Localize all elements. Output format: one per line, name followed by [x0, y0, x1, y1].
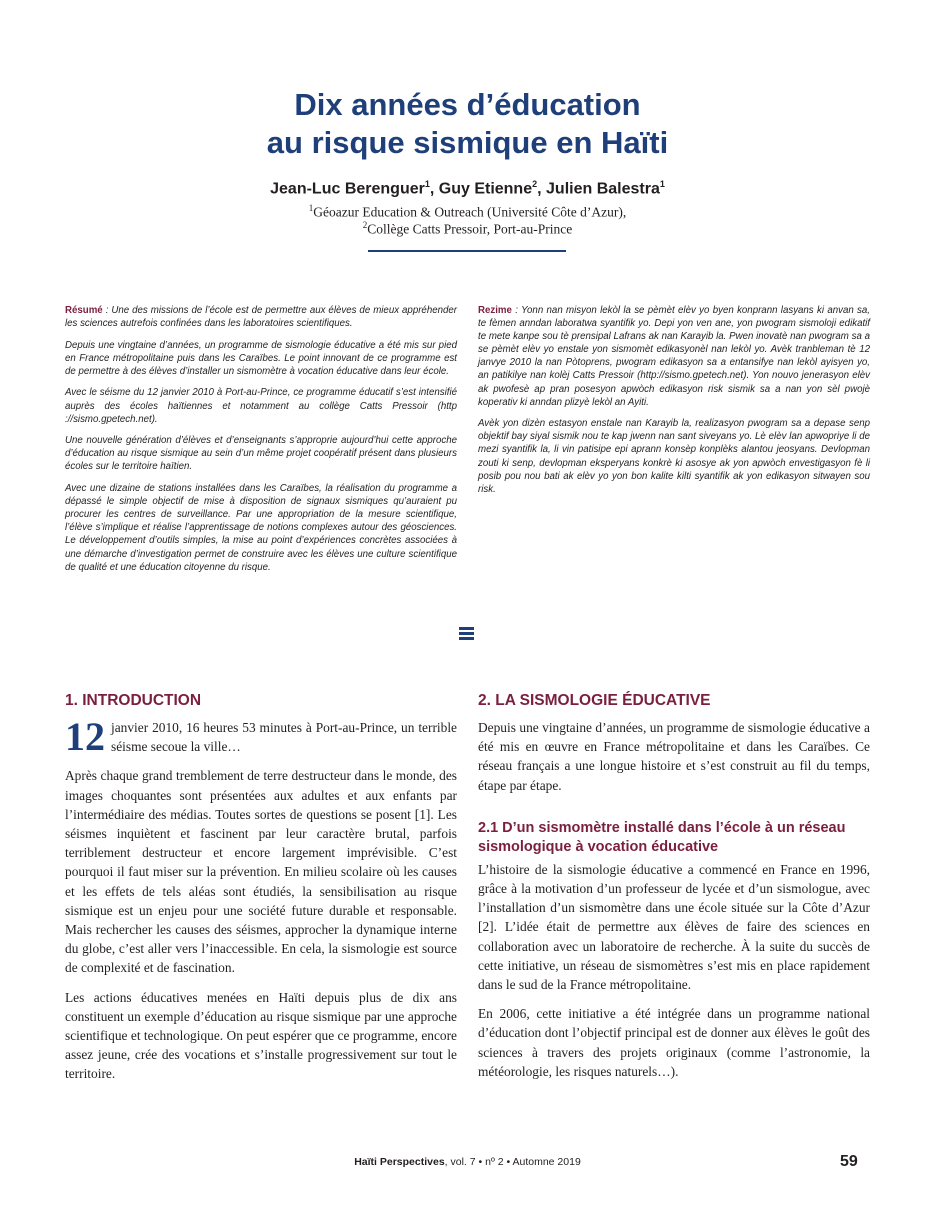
journal-name: Haïti Perspectives	[354, 1156, 445, 1168]
author-list	[0, 179, 935, 198]
drop-cap: 12	[65, 714, 105, 759]
abstract-label: Rezime	[478, 305, 512, 316]
author-name: Guy Etienne	[438, 180, 533, 198]
section-heading: 2. LA SISMOLOGIE ÉDUCATIVE	[478, 692, 711, 709]
author-separator: ,	[429, 180, 439, 198]
abstract-french	[65, 304, 457, 582]
author-affil-sup: 1	[424, 179, 430, 189]
abstract-paragraph: Avec une dizaine de stations installées dans les Caraïbes, la réalisation du programme a dépassé le simple objectif de mise à disposition de signaux sismiques qu’auraient pu procurer les centres de surveillance. Par une appropriation de la mesure scientifique, l’élève s’implique et réalise l’apprentissage de notions complexes autour des géosciences. Le développement d’outils simples, la mise au point d’expériences concrètes associées à une démarche d’investigation permet de construire avec les élèves une culture scientifique de qualité et une éducation citoyenne du risque.	[65, 483, 457, 573]
title-line-2: au risque sismique en Haïti	[266, 125, 669, 160]
abstract-paragraph: Avèk yon dizèn estasyon enstale nan Karayib la, realizasyon pwogram sa a depase senp objektif bay siyal sismik nou te kap jwenn nan sant siveyans yo. Lè elèv lan apwopriye li de mezi syantifik la, li vin patisipe epi aprann konsèp konplèks alantou jeosyans. Devlopman zouti ki senp, devlopman eksperyans konkrè ki asosye ak yon apwòch envestigasyon fè li posib pou nou bati ak elèv yo yon bon kalite kilti syantifik ak yon edikasyon sitwayen sou risk.	[478, 418, 870, 495]
section-heading: 1. INTRODUCTION	[65, 692, 202, 709]
affiliation-sup: 1	[308, 203, 314, 213]
abstract-paragraph: Depuis une vingtaine d’années, un programme de sismologie éducative a été mis sur pied en France métropolitaine puis dans les Caraïbes. Le point innovant de ce programme est de permettre à des élèves d’installer un sismomètre à vocation éducative dans leur école.	[65, 339, 457, 377]
abstract-creole	[478, 304, 870, 504]
title-divider	[368, 250, 566, 252]
affiliation-2	[0, 220, 935, 238]
abstract-label: Résumé	[65, 305, 103, 316]
author-affil-sup: 1	[659, 179, 665, 189]
affiliation-1	[0, 203, 935, 221]
author-affil-sup: 2	[532, 179, 538, 189]
subsection-heading: 2.1 D’un sismomètre installé dans l’école à un réseau sismologique à vocation éducative	[478, 819, 846, 855]
abstract-paragraph: Rezime : Yonn nan misyon lekòl la se pèmèt elèv yo byen konprann lasyans ki anvan sa, te fèmen anndan laboratwa syantifik yo. Depi yon ven ane, yon pwogram sismoloji edikatif te mete kanpe sou tè prensipal Lafrans ak nan Karayib la. Pwen inovatè nan pwogram sa a se pèmèt elèv yo enstale yon sismomèt edikasyonèl nan lekòl yo. Avèk tranbleman tè 12 janvye 2010 la nan Pòtoprens, pwogram edikasyon sa a entansifye nan lekòl ayisyen yo, an patikilye nan kolèj Catts Pressoir (http://sismo.gpetech.net). Yon nouvo jenerasyon elèv ak pwofesè ap pran posesyon apwòch edikasyon risk sismik sa a nan yon sèl pwojè koperativ ki anndan plizyè lekòl an Ayiti.	[478, 305, 870, 408]
journal-details: , vol. 7 • nº 2 • Automne 2019	[444, 1156, 581, 1168]
body-paragraph: Après chaque grand tremblement de terre destructeur dans le monde, des images choquantes sont présentées aux adultes et aux enfants par l’intermédiaire des médias. Toutes sortes de questions se posent [1]. Les séismes inquiètent et fascinent par leur caractère brutal, parfois terriblement destructeur et encore largement imprévisible. C’est pourquoi il faut miser sur la prévention. En milieu scolaire où les causes et les effets de tels aléas sont étudiés, la sensibilisation au risque sismique est un enjeu pour une société future durable et responsable. Mais rechercher les causes des séismes, approcher la dynamique interne du globe, c’est aller vers l’inaccessible. En cela, la sismologie est source de complexité et de fascination.	[65, 768, 457, 976]
journal-info	[0, 1156, 935, 1168]
column-right	[478, 692, 870, 1091]
abstract-paragraph: Une nouvelle génération d’élèves et d’enseignants s’approprie aujourd’hui cette approche d’éducation au risque sismique au sein d’un même projet coopératif présent dans plusieurs écoles sur le territoire haïtien.	[65, 435, 457, 473]
column-left	[65, 692, 457, 1094]
menu-lines-icon	[459, 627, 474, 641]
article-title	[0, 86, 935, 162]
author-name: Jean-Luc Berenguer	[270, 180, 425, 198]
abstract-paragraph: Résumé : Une des missions de l’école est de permettre aux élèves de mieux appréhender les sciences autrefois confinées dans les laboratoires scientifiques.	[65, 305, 457, 330]
author-separator: ,	[537, 180, 547, 198]
body-paragraph: En 2006, cette initiative a été intégrée dans un programme national d’éducation dont l’objectif principal est de donner aux élèves le goût des sciences à travers des projets originaux (comme l’astronomie, la météorologie, les risques naturels…).	[478, 1006, 870, 1079]
affiliation-text: Collège Catts Pressoir, Port-au-Prince	[367, 221, 573, 237]
author-name: Julien Balestra	[546, 180, 660, 198]
affiliation-sup: 2	[362, 220, 368, 230]
lead-paragraph: 12 janvier 2010, 16 heures 53 minutes à Port-au-Prince, un terrible séisme secoue la ville…	[65, 714, 457, 759]
title-line-1: Dix années d’éducation	[294, 87, 641, 122]
body-paragraph: Les actions éducatives menées en Haïti depuis plus de dix ans constituent un exemple d’éducation au risque sismique par une approche scientifique et technologique. On peut espérer que ce programme, encore assez jeune, crée des vocations et s’installe progressivement sur tout le territoire.	[65, 989, 457, 1082]
abstract-paragraph: Avec le séisme du 12 janvier 2010 à Port-au-Prince, ce programme éducatif s’est intensifié auprès des écoles haïtiennes et notamment au collège Catts Pressoir (http ://sismo.gpetech.net).	[65, 387, 457, 425]
body-paragraph: Depuis une vingtaine d’années, un programme de sismologie éducative a été mis en œuvre en France métropolitaine et dans les Caraïbes. Ce réseau français a une longue histoire et s’est construit au fil du temps, étape par étape.	[478, 720, 870, 793]
page-number: 59	[840, 1153, 858, 1170]
affiliation-text: Géoazur Education & Outreach (Université Côte d’Azur),	[313, 204, 627, 220]
body-paragraph: L’histoire de la sismologie éducative a commencé en France en 1996, grâce à la motivation d’un professeur de lycée et d’un sismologue, avec l’installation d’un sismomètre dans une école située sur la Côte d’Azur [2]. L’idée était de permettre aux élèves de faire des sciences en collaboration avec un laboratoire de recherche. À la suite du succès de cette initiative, un réseau de sismomètres s’est mis en place rapidement dans le sud de la France métropolitaine.	[478, 861, 870, 993]
